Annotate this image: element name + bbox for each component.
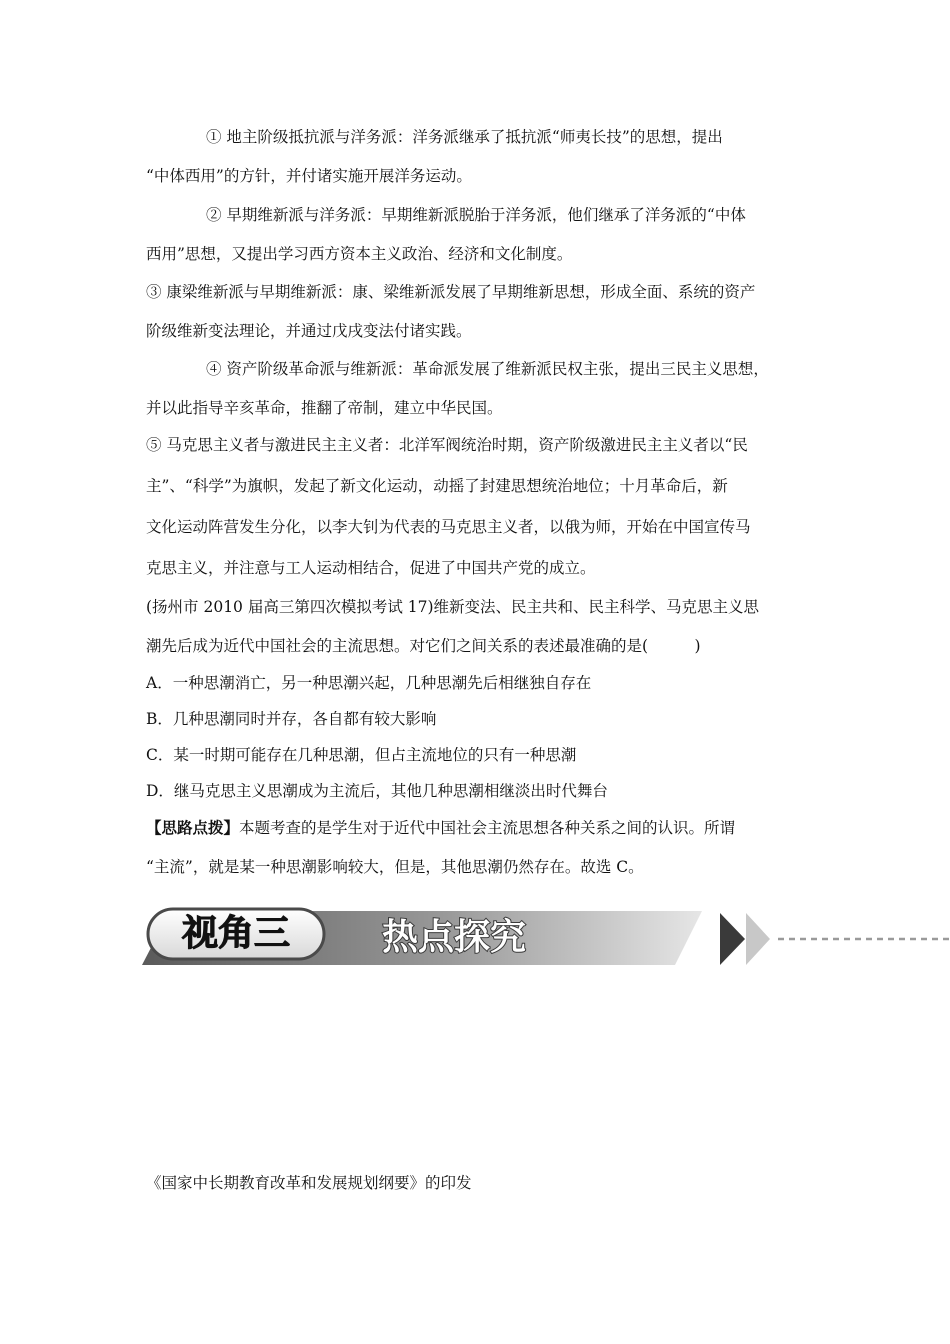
banner-label-text: 视角三 bbox=[181, 913, 291, 954]
option-c: C．某一时期可能存在几种思潮，但占主流地位的只有一种思潮 bbox=[146, 746, 577, 764]
paragraph-4-line-2: 并以此指导辛亥革命，推翻了帝制，建立中华民国。 bbox=[146, 399, 503, 417]
paragraph-1-line-1: ① 地主阶级抵抗派与洋务派：洋务派继承了抵抗派“师夷长技”的思想，提出 bbox=[206, 128, 723, 146]
hint-label: 【思路点拨】 bbox=[146, 818, 240, 837]
banner-title-text: 热点探究 bbox=[381, 917, 527, 958]
question-stem-line-1: (扬州市 2010 届高三第四次模拟考试 17)维新变法、民主共和、民主科学、马克思主义思 bbox=[146, 598, 760, 616]
paragraph-3-line-1: ③ 康梁维新派与早期维新派：康、梁维新派发展了早期维新思想，形成全面、系统的资产 bbox=[146, 283, 756, 301]
paragraph-3-line-2: 阶级维新变法理论，并通过戊戌变法付诸实践。 bbox=[146, 322, 472, 340]
paragraph-5-line-1: ⑤ 马克思主义者与激进民主主义者：北洋军阀统治时期，资产阶级激进民主主义者以“民 bbox=[146, 436, 748, 454]
hint-line-2: “主流”，就是某一种思潮影响较大，但是，其他思潮仍然存在。故选 C。 bbox=[146, 858, 644, 876]
option-d: D．继马克思主义思潮成为主流后，其他几种思潮相继淡出时代舞台 bbox=[146, 782, 608, 800]
banner-arrow-icon-1 bbox=[720, 913, 745, 965]
banner-arrow-icon-2 bbox=[746, 913, 770, 965]
section-banner bbox=[142, 903, 950, 973]
paragraph-5-line-4: 克思主义，并注意与工人运动相结合，促进了中国共产党的成立。 bbox=[146, 559, 596, 577]
hint-line-1 bbox=[146, 818, 735, 838]
footer-text: 《国家中长期教育改革和发展规划纲要》的印发 bbox=[146, 1174, 472, 1192]
paragraph-5-line-2: 主”、“科学”为旗帜，发起了新文化运动，动摇了封建思想统治地位；十月革命后，新 bbox=[146, 477, 728, 495]
paragraph-5-line-3: 文化运动阵营发生分化，以李大钊为代表的马克思主义者，以俄为师，开始在中国宣传马 bbox=[146, 518, 751, 536]
question-stem-line-2: 潮先后成为近代中国社会的主流思想。对它们之间关系的表述最准确的是( ) bbox=[146, 637, 701, 655]
option-a: A．一种思潮消亡，另一种思潮兴起，几种思潮先后相继独自存在 bbox=[146, 674, 592, 692]
paragraph-1-line-2: “中体西用”的方针，并付诸实施开展洋务运动。 bbox=[146, 167, 472, 185]
option-b: B．几种思潮同时并存，各自都有较大影响 bbox=[146, 710, 437, 728]
paragraph-2-line-1: ② 早期维新派与洋务派：早期维新派脱胎于洋务派，他们继承了洋务派的“中体 bbox=[206, 206, 746, 224]
paragraph-2-line-2: 西用”思想，又提出学习西方资本主义政治、经济和文化制度。 bbox=[146, 245, 573, 263]
paragraph-4-line-1: ④ 资产阶级革命派与维新派：革命派发展了维新派民权主张，提出三民主义思想， bbox=[206, 360, 769, 378]
hint-text: 本题考查的是学生对于近代中国社会主流思想各种关系之间的认识。所谓 bbox=[239, 819, 736, 837]
